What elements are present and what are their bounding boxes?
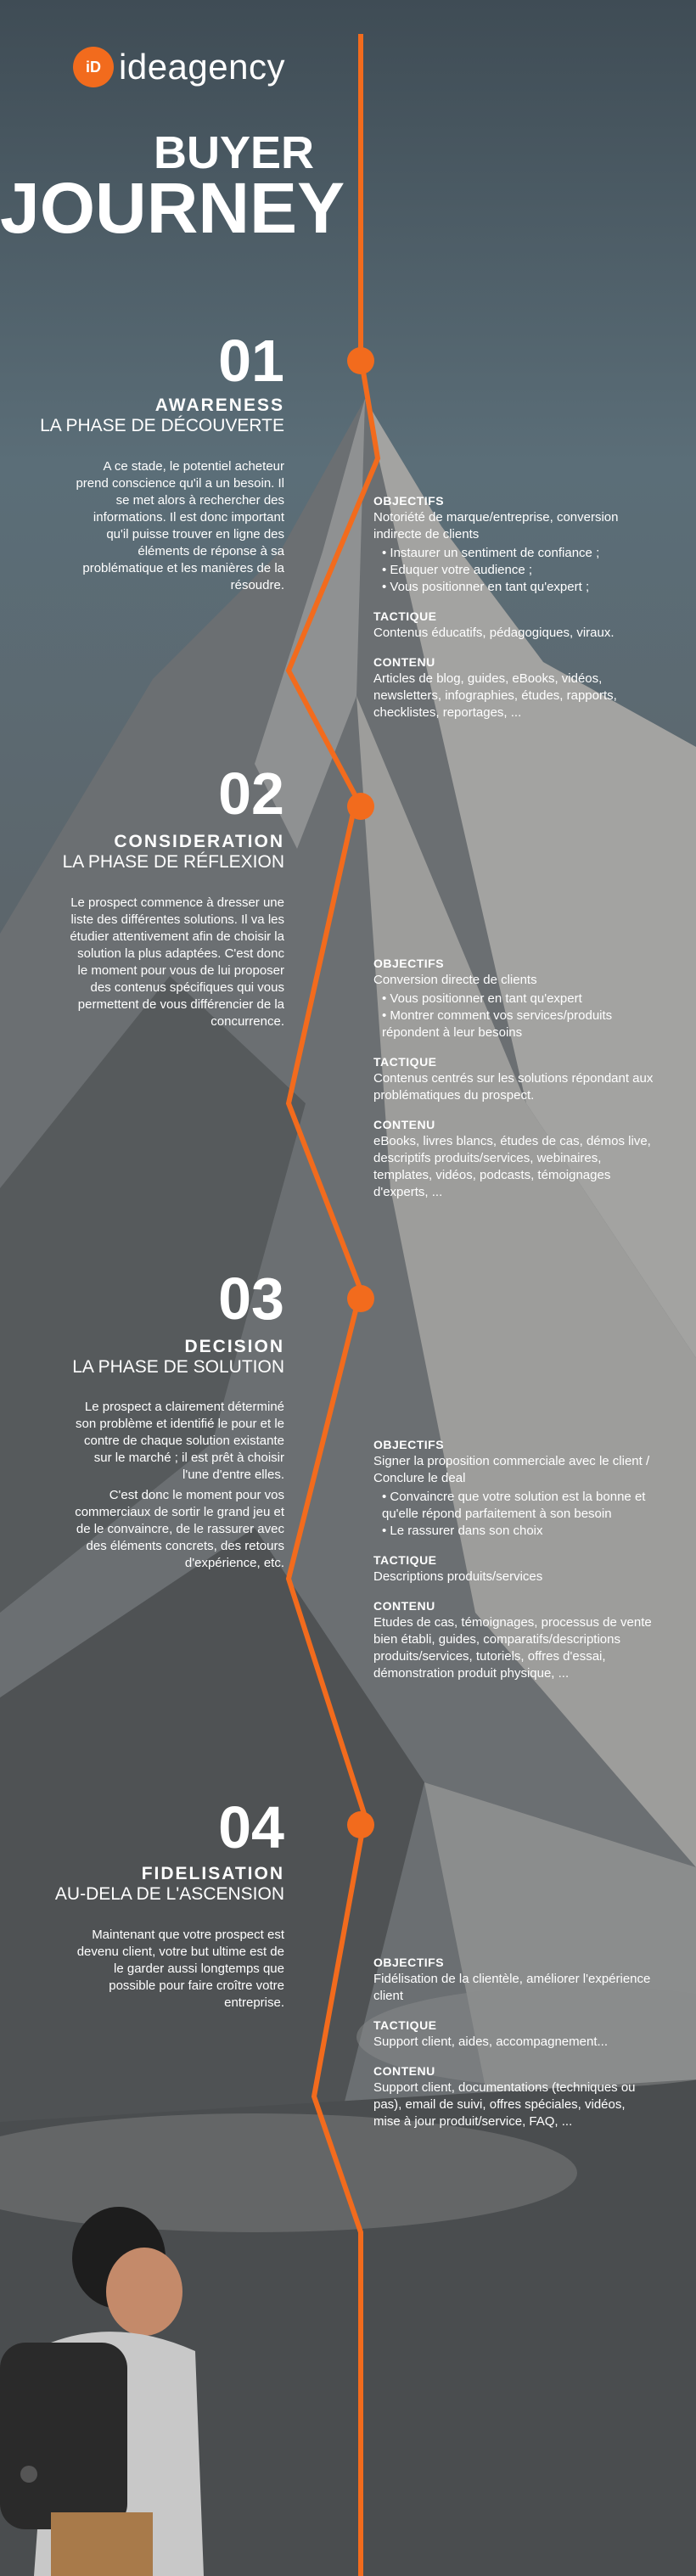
- phase-number: 02: [218, 760, 284, 827]
- phase-title: CONSIDERATION: [114, 832, 284, 851]
- phase-description: [68, 458, 284, 598]
- objectifs-bullets: [382, 545, 654, 596]
- objectifs-text: Signer la proposition commerciale avec le client / Conclure le deal: [373, 1454, 650, 1485]
- objectifs-label: OBJECTIFS: [373, 1438, 445, 1451]
- phase-description: [68, 895, 284, 1034]
- tactique-label: TACTIQUE: [373, 609, 437, 623]
- bullet-item: • Vous positionner en tant qu'expert ;: [382, 579, 654, 596]
- contenu-text: Articles de blog, guides, eBooks, vidéos, newsletters, infographies, études, rapports, checklistes, reportages, ...: [373, 671, 617, 720]
- phase-title: FIDELISATION: [141, 1864, 284, 1883]
- phase-number: 03: [218, 1266, 284, 1332]
- bullet-item: • Montrer comment vos services/produits répondent à leur besoins: [382, 1007, 654, 1041]
- logo-badge: iD: [73, 47, 114, 87]
- bullet-item: • Convaincre que votre solution est la bonne et qu'elle répond parfaitement à son besoin: [382, 1489, 654, 1523]
- bullet-item: • Vous positionner en tant qu'expert: [382, 991, 654, 1007]
- phase-subtitle: LA PHASE DE RÉFLEXION: [62, 852, 284, 872]
- phase-subtitle: LA PHASE DE SOLUTION: [72, 1357, 284, 1377]
- objectifs-bullets: [382, 1489, 654, 1540]
- title-line-2: JOURNEY: [0, 168, 345, 248]
- phase-details: [373, 1954, 654, 2130]
- phase-subtitle: AU-DELA DE L'ASCENSION: [54, 1884, 284, 1904]
- phase-details: [373, 492, 654, 721]
- contenu-label: CONTENU: [373, 1599, 435, 1613]
- title-line-1: BUYER: [153, 127, 314, 178]
- description-paragraph: C'est donc le moment pour vos commerciaux de sortir le grand jeu et de le convaincre, de le rassurer avec des éléments concrets, des retours d'expérience, etc.: [75, 1488, 284, 1570]
- contenu-text: Etudes de cas, témoignages, processus de vente bien établi, guides, comparatifs/descriptions produits/services, tutoriels, offres d'essai, démonstration produit physique, ...: [373, 1615, 652, 1681]
- contenu-text: Support client, documentations (techniques ou pas), email de suivi, offres spéciales, vidéos, mise à jour produit/service, FAQ, ...: [373, 2080, 636, 2129]
- objectifs-text: Fidélisation de la clientèle, améliorer l'expérience client: [373, 1972, 651, 2003]
- milestone-dot-4: [347, 1811, 374, 1838]
- phase-title: DECISION: [184, 1337, 284, 1356]
- phase-description: [68, 1927, 284, 2015]
- tactique-label: TACTIQUE: [373, 2018, 437, 2032]
- logo-text: ideagency: [119, 47, 285, 87]
- contenu-label: CONTENU: [373, 655, 435, 669]
- phase-description: [68, 1399, 284, 1575]
- contenu-label: CONTENU: [373, 2064, 435, 2078]
- bullet-item: • Le rassurer dans son choix: [382, 1523, 654, 1540]
- tactique-text: Contenus centrés sur les solutions répondant aux problématiques du prospect.: [373, 1071, 654, 1103]
- phase-number: 04: [218, 1794, 284, 1860]
- phase-title: AWARENESS: [154, 396, 284, 415]
- tactique-label: TACTIQUE: [373, 1055, 437, 1069]
- description-paragraph: Maintenant que votre prospect est devenu client, votre but ultime est de le garder aussi longtemps que possible pour faire croître votre entreprise.: [76, 1928, 284, 2010]
- objectifs-label: OBJECTIFS: [373, 1956, 445, 1969]
- brand-logo: [73, 47, 285, 87]
- description-paragraph: Le prospect a clairement déterminé son problème et identifié le pour et le contre de chaque solution existante sur le marché ; il est prêt à choisir l'une d'entre elles.: [76, 1400, 284, 1482]
- objectifs-label: OBJECTIFS: [373, 494, 445, 508]
- tactique-label: TACTIQUE: [373, 1553, 437, 1567]
- contenu-text: eBooks, livres blancs, études de cas, démos live, descriptifs produits/services, webinaires, templates, vidéos, podcasts, témoignages d'experts, ...: [373, 1134, 651, 1199]
- description-paragraph: Le prospect commence à dresser une liste des différentes solutions. Il va les étudier attentivement afin de choisir la solution la plus adaptées. C'est donc le moment pour vous de lui proposer des contenus spécifiques qui vous permettent de vous différencier de la concurrence.: [70, 895, 284, 1029]
- contenu-label: CONTENU: [373, 1118, 435, 1131]
- phase-number: 01: [218, 328, 284, 394]
- tactique-text: Support client, aides, accompagnement...: [373, 2034, 608, 2049]
- objectifs-label: OBJECTIFS: [373, 957, 445, 970]
- bullet-item: • Eduquer votre audience ;: [382, 562, 654, 579]
- objectifs-bullets: [382, 991, 654, 1041]
- tactique-text: Contenus éducatifs, pédagogiques, viraux.: [373, 626, 615, 640]
- objectifs-text: Notoriété de marque/entreprise, conversion indirecte de clients: [373, 510, 619, 542]
- description-paragraph: A ce stade, le potentiel acheteur prend conscience qu'il a un besoin. Il se met alors à rechercher des informations. Il est donc important qu'il puisse trouver en ligne des éléments de réponse à sa problématique et les manières de la résoudre.: [76, 459, 284, 592]
- tactique-text: Descriptions produits/services: [373, 1569, 543, 1584]
- phase-details: [373, 955, 654, 1201]
- milestone-dot-1: [347, 347, 374, 374]
- milestone-dot-2: [347, 793, 374, 820]
- bullet-item: • Instaurer un sentiment de confiance ;: [382, 545, 654, 562]
- phase-subtitle: LA PHASE DE DÉCOUVERTE: [40, 416, 284, 435]
- milestone-dot-3: [347, 1285, 374, 1312]
- phase-details: [373, 1436, 654, 1682]
- objectifs-text: Conversion directe de clients: [373, 973, 537, 987]
